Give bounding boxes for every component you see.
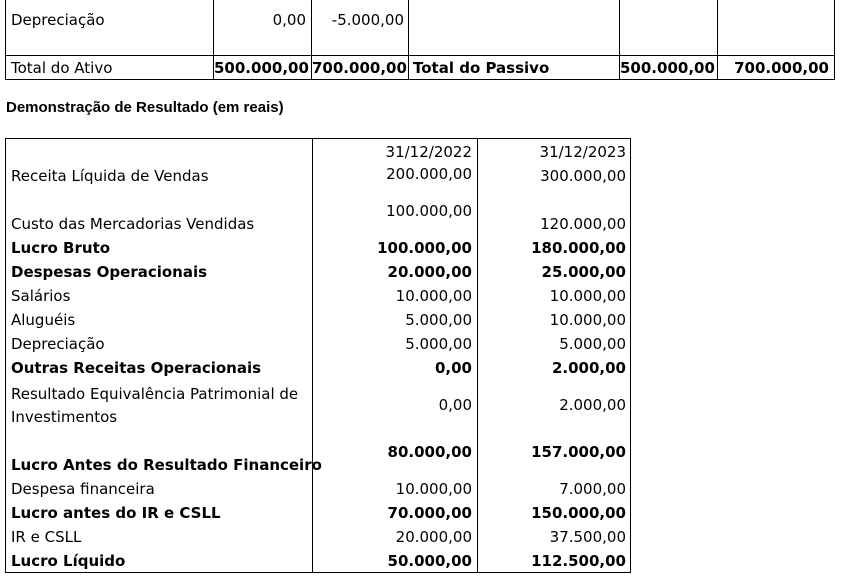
row-value-2023: 7.000,00 <box>559 480 626 498</box>
row-label: Salários <box>11 287 71 305</box>
header-2022: 31/12/2022 <box>385 143 472 161</box>
row-value-2022: 80.000,00 <box>387 443 472 461</box>
row-value-2022: 100.000,00 <box>377 239 472 257</box>
row-value-2022: 20.000,00 <box>395 528 472 546</box>
row-label: Despesas Operacionais <box>11 263 208 281</box>
row-label-line2: Investimentos <box>11 408 118 426</box>
row-label: Receita Líquida de Vendas <box>11 167 209 185</box>
row-value-2023: 5.000,00 <box>559 335 626 353</box>
depreciation-2022: 0,00 <box>272 11 306 29</box>
row-value-2023: 150.000,00 <box>531 504 626 522</box>
row-value-2023: 157.000,00 <box>531 443 626 461</box>
row-label: Lucro Líquido <box>11 552 126 570</box>
row-value-2023: 10.000,00 <box>549 311 626 329</box>
row-value-2023: 112.500,00 <box>531 552 626 570</box>
row-value-2023: 180.000,00 <box>531 239 626 257</box>
row-value-2022: 20.000,00 <box>387 263 472 281</box>
row-value-2022: 10.000,00 <box>395 480 472 498</box>
row-value-2023: 10.000,00 <box>549 287 626 305</box>
total-assets-2022: 500.000,00 <box>214 59 309 77</box>
total-liabilities-2022: 500.000,00 <box>620 59 715 77</box>
row-label: Lucro antes do IR e CSLL <box>11 504 221 522</box>
row-label: Lucro Antes do Resultado Financeiro <box>11 456 322 474</box>
row-label: Lucro Bruto <box>11 239 111 257</box>
total-assets-label: Total do Ativo <box>11 59 113 77</box>
row-label: Custo das Mercadorias Vendidas <box>11 215 255 233</box>
row-value-2022: 10.000,00 <box>395 287 472 305</box>
row-value-2022: 200.000,00 <box>386 165 472 183</box>
total-liabilities-2023: 700.000,00 <box>734 59 829 77</box>
row-value-2023: 25.000,00 <box>541 263 626 281</box>
income-statement-title: Demonstração de Resultado (em reais) <box>6 99 284 116</box>
row-value-2022: 0,00 <box>438 396 472 414</box>
depreciation-label: Depreciação <box>11 11 105 29</box>
row-value-2023: 2.000,00 <box>551 359 626 377</box>
row-value-2022: 0,00 <box>434 359 472 377</box>
row-value-2023: 300.000,00 <box>540 167 626 185</box>
header-2023: 31/12/2023 <box>539 143 626 161</box>
row-value-2022: 50.000,00 <box>387 552 472 570</box>
row-value-2022: 5.000,00 <box>405 311 472 329</box>
depreciation-2023: -5.000,00 <box>331 11 404 29</box>
row-label: Despesa financeira <box>11 480 155 498</box>
row-value-2023: 2.000,00 <box>559 396 626 414</box>
row-value-2022: 70.000,00 <box>387 504 472 522</box>
row-value-2023: 120.000,00 <box>540 215 626 233</box>
row-label: Aluguéis <box>11 311 76 329</box>
row-value-2022: 100.000,00 <box>386 202 472 220</box>
row-label: IR e CSLL <box>11 528 82 546</box>
row-label-line1: Resultado Equivalência Patrimonial de <box>11 385 299 403</box>
row-label: Outras Receitas Operacionais <box>11 359 262 377</box>
row-value-2023: 37.500,00 <box>549 528 626 546</box>
total-assets-2023: 700.000,00 <box>312 59 407 77</box>
row-value-2022: 5.000,00 <box>405 335 472 353</box>
row-label: Depreciação <box>11 335 105 353</box>
total-liabilities-label: Total do Passivo <box>413 59 550 77</box>
